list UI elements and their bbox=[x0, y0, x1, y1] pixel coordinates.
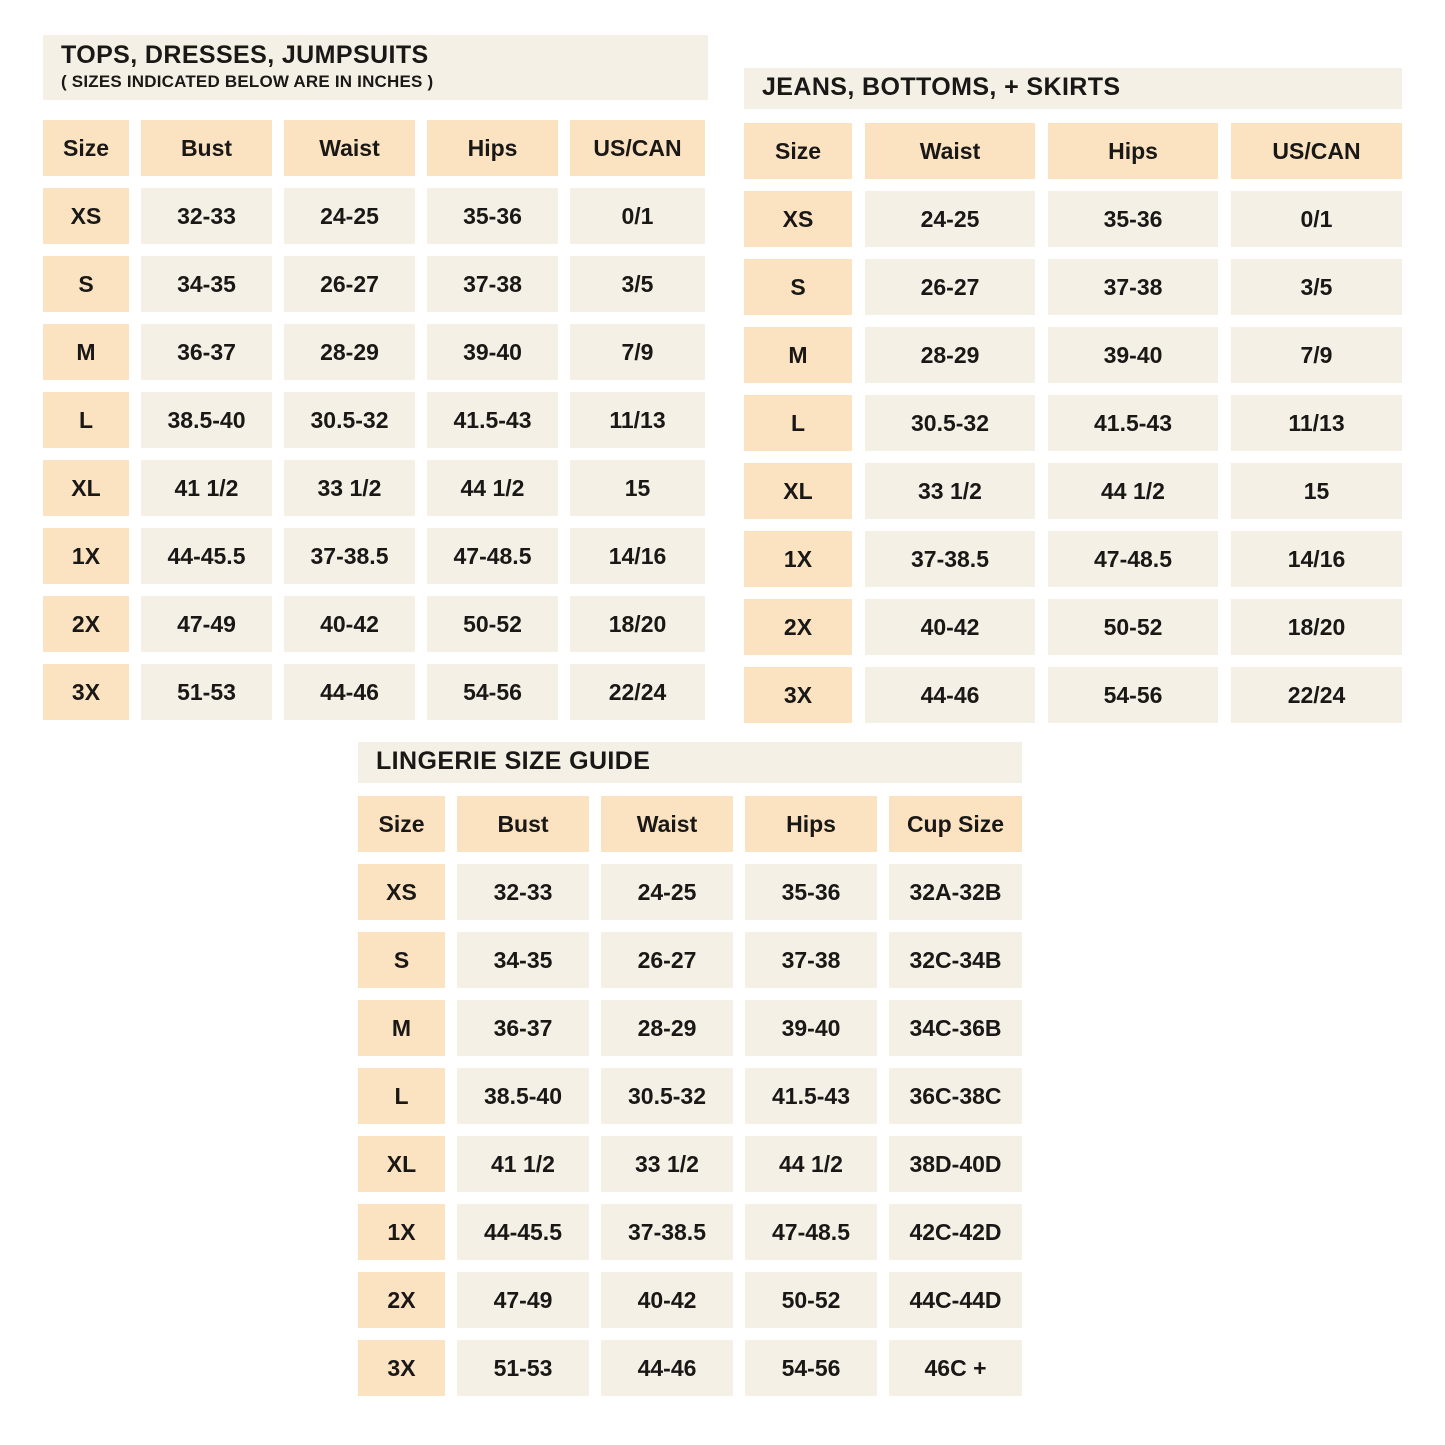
measurement-value-cell: 40-42 bbox=[601, 1272, 733, 1328]
size-label-cell: 2X bbox=[43, 596, 129, 652]
measurement-value-cell: 26-27 bbox=[284, 256, 415, 312]
measurement-value-cell: 37-38 bbox=[427, 256, 558, 312]
measurement-value-cell: 35-36 bbox=[427, 188, 558, 244]
size-label-cell: XS bbox=[358, 864, 445, 920]
column-header: Waist bbox=[601, 796, 733, 852]
measurement-value-cell: 44C-44D bbox=[889, 1272, 1022, 1328]
column-header: Size bbox=[43, 120, 129, 176]
column-header: Cup Size bbox=[889, 796, 1022, 852]
size-label-cell: M bbox=[358, 1000, 445, 1056]
measurement-value-cell: 26-27 bbox=[865, 259, 1035, 315]
measurement-value-cell: 24-25 bbox=[601, 864, 733, 920]
measurement-value-cell: 39-40 bbox=[1048, 327, 1218, 383]
column-header: Hips bbox=[427, 120, 558, 176]
column-header: Size bbox=[358, 796, 445, 852]
measurement-value-cell: 7/9 bbox=[570, 324, 705, 380]
size-label-cell: 2X bbox=[358, 1272, 445, 1328]
measurement-value-cell: 11/13 bbox=[1231, 395, 1402, 451]
size-label-cell: 3X bbox=[744, 667, 852, 723]
measurement-value-cell: 47-48.5 bbox=[427, 528, 558, 584]
measurement-value-cell: 37-38.5 bbox=[601, 1204, 733, 1260]
size-label-cell: 1X bbox=[358, 1204, 445, 1260]
column-header: Bust bbox=[141, 120, 272, 176]
measurement-value-cell: 41 1/2 bbox=[141, 460, 272, 516]
size-label-cell: L bbox=[358, 1068, 445, 1124]
measurement-value-cell: 35-36 bbox=[745, 864, 877, 920]
measurement-value-cell: 22/24 bbox=[570, 664, 705, 720]
size-label-cell: M bbox=[744, 327, 852, 383]
measurement-value-cell: 54-56 bbox=[1048, 667, 1218, 723]
measurement-value-cell: 0/1 bbox=[570, 188, 705, 244]
measurement-value-cell: 22/24 bbox=[1231, 667, 1402, 723]
measurement-value-cell: 47-48.5 bbox=[1048, 531, 1218, 587]
measurement-value-cell: 51-53 bbox=[141, 664, 272, 720]
jeans-table-title-band bbox=[744, 68, 1402, 109]
measurement-value-cell: 18/20 bbox=[570, 596, 705, 652]
lingerie-table-title-band bbox=[358, 742, 1022, 783]
size-label-cell: L bbox=[744, 395, 852, 451]
size-label-cell: XL bbox=[43, 460, 129, 516]
measurement-value-cell: 33 1/2 bbox=[284, 460, 415, 516]
measurement-value-cell: 36C-38C bbox=[889, 1068, 1022, 1124]
measurement-value-cell: 41.5-43 bbox=[427, 392, 558, 448]
size-label-cell: S bbox=[43, 256, 129, 312]
measurement-value-cell: 15 bbox=[570, 460, 705, 516]
measurement-value-cell: 32-33 bbox=[141, 188, 272, 244]
size-label-cell: S bbox=[358, 932, 445, 988]
tops-dresses-jumpsuits-table bbox=[43, 35, 708, 720]
column-header: Hips bbox=[1048, 123, 1218, 179]
measurement-value-cell: 38.5-40 bbox=[141, 392, 272, 448]
size-label-cell: 1X bbox=[43, 528, 129, 584]
measurement-value-cell: 44-45.5 bbox=[141, 528, 272, 584]
measurement-value-cell: 3/5 bbox=[1231, 259, 1402, 315]
measurement-value-cell: 47-48.5 bbox=[745, 1204, 877, 1260]
measurement-value-cell: 46C + bbox=[889, 1340, 1022, 1396]
measurement-value-cell: 51-53 bbox=[457, 1340, 589, 1396]
size-label-cell: 2X bbox=[744, 599, 852, 655]
tops-table-grid bbox=[43, 120, 708, 720]
measurement-value-cell: 44 1/2 bbox=[427, 460, 558, 516]
size-label-cell: XS bbox=[744, 191, 852, 247]
measurement-value-cell: 30.5-32 bbox=[284, 392, 415, 448]
measurement-value-cell: 47-49 bbox=[457, 1272, 589, 1328]
measurement-value-cell: 34-35 bbox=[141, 256, 272, 312]
measurement-value-cell: 37-38 bbox=[745, 932, 877, 988]
size-label-cell: XL bbox=[744, 463, 852, 519]
measurement-value-cell: 28-29 bbox=[865, 327, 1035, 383]
jeans-table-grid bbox=[744, 123, 1402, 723]
column-header: Waist bbox=[284, 120, 415, 176]
measurement-value-cell: 50-52 bbox=[1048, 599, 1218, 655]
measurement-value-cell: 37-38.5 bbox=[284, 528, 415, 584]
size-label-cell: XS bbox=[43, 188, 129, 244]
jeans-bottoms-skirts-table bbox=[744, 68, 1402, 723]
measurement-value-cell: 40-42 bbox=[284, 596, 415, 652]
measurement-value-cell: 44-46 bbox=[601, 1340, 733, 1396]
measurement-value-cell: 24-25 bbox=[865, 191, 1035, 247]
measurement-value-cell: 33 1/2 bbox=[865, 463, 1035, 519]
measurement-value-cell: 54-56 bbox=[745, 1340, 877, 1396]
size-label-cell: 3X bbox=[43, 664, 129, 720]
column-header: Hips bbox=[745, 796, 877, 852]
size-label-cell: L bbox=[43, 392, 129, 448]
measurement-value-cell: 30.5-32 bbox=[601, 1068, 733, 1124]
tops-table-subtitle: ( SIZES INDICATED BELOW ARE IN INCHES ) bbox=[61, 72, 434, 91]
measurement-value-cell: 37-38 bbox=[1048, 259, 1218, 315]
column-header: US/CAN bbox=[1231, 123, 1402, 179]
measurement-value-cell: 15 bbox=[1231, 463, 1402, 519]
measurement-value-cell: 36-37 bbox=[141, 324, 272, 380]
measurement-value-cell: 41.5-43 bbox=[1048, 395, 1218, 451]
measurement-value-cell: 26-27 bbox=[601, 932, 733, 988]
measurement-value-cell: 47-49 bbox=[141, 596, 272, 652]
lingerie-table-grid bbox=[358, 796, 1022, 1396]
measurement-value-cell: 32C-34B bbox=[889, 932, 1022, 988]
measurement-value-cell: 50-52 bbox=[745, 1272, 877, 1328]
lingerie-size-guide-table bbox=[358, 742, 1022, 1396]
measurement-value-cell: 34C-36B bbox=[889, 1000, 1022, 1056]
measurement-value-cell: 39-40 bbox=[427, 324, 558, 380]
measurement-value-cell: 44 1/2 bbox=[745, 1136, 877, 1192]
measurement-value-cell: 0/1 bbox=[1231, 191, 1402, 247]
measurement-value-cell: 41.5-43 bbox=[745, 1068, 877, 1124]
measurement-value-cell: 44-45.5 bbox=[457, 1204, 589, 1260]
measurement-value-cell: 42C-42D bbox=[889, 1204, 1022, 1260]
column-header: Bust bbox=[457, 796, 589, 852]
measurement-value-cell: 28-29 bbox=[601, 1000, 733, 1056]
column-header: US/CAN bbox=[570, 120, 705, 176]
measurement-value-cell: 38D-40D bbox=[889, 1136, 1022, 1192]
tops-table-title: TOPS, DRESSES, JUMPSUITS bbox=[61, 41, 429, 69]
measurement-value-cell: 36-37 bbox=[457, 1000, 589, 1056]
measurement-value-cell: 44 1/2 bbox=[1048, 463, 1218, 519]
tops-table-title-band bbox=[43, 35, 708, 100]
jeans-table-title: JEANS, BOTTOMS, + SKIRTS bbox=[762, 73, 1121, 101]
measurement-value-cell: 34-35 bbox=[457, 932, 589, 988]
measurement-value-cell: 18/20 bbox=[1231, 599, 1402, 655]
measurement-value-cell: 54-56 bbox=[427, 664, 558, 720]
measurement-value-cell: 7/9 bbox=[1231, 327, 1402, 383]
lingerie-table-title: LINGERIE SIZE GUIDE bbox=[376, 747, 651, 775]
measurement-value-cell: 41 1/2 bbox=[457, 1136, 589, 1192]
measurement-value-cell: 24-25 bbox=[284, 188, 415, 244]
column-header: Waist bbox=[865, 123, 1035, 179]
measurement-value-cell: 14/16 bbox=[570, 528, 705, 584]
size-label-cell: XL bbox=[358, 1136, 445, 1192]
size-label-cell: M bbox=[43, 324, 129, 380]
measurement-value-cell: 35-36 bbox=[1048, 191, 1218, 247]
measurement-value-cell: 39-40 bbox=[745, 1000, 877, 1056]
measurement-value-cell: 38.5-40 bbox=[457, 1068, 589, 1124]
measurement-value-cell: 33 1/2 bbox=[601, 1136, 733, 1192]
measurement-value-cell: 32-33 bbox=[457, 864, 589, 920]
measurement-value-cell: 14/16 bbox=[1231, 531, 1402, 587]
measurement-value-cell: 44-46 bbox=[284, 664, 415, 720]
measurement-value-cell: 50-52 bbox=[427, 596, 558, 652]
measurement-value-cell: 32A-32B bbox=[889, 864, 1022, 920]
size-label-cell: S bbox=[744, 259, 852, 315]
size-label-cell: 3X bbox=[358, 1340, 445, 1396]
column-header: Size bbox=[744, 123, 852, 179]
measurement-value-cell: 40-42 bbox=[865, 599, 1035, 655]
measurement-value-cell: 44-46 bbox=[865, 667, 1035, 723]
measurement-value-cell: 11/13 bbox=[570, 392, 705, 448]
measurement-value-cell: 37-38.5 bbox=[865, 531, 1035, 587]
size-label-cell: 1X bbox=[744, 531, 852, 587]
measurement-value-cell: 28-29 bbox=[284, 324, 415, 380]
measurement-value-cell: 3/5 bbox=[570, 256, 705, 312]
measurement-value-cell: 30.5-32 bbox=[865, 395, 1035, 451]
